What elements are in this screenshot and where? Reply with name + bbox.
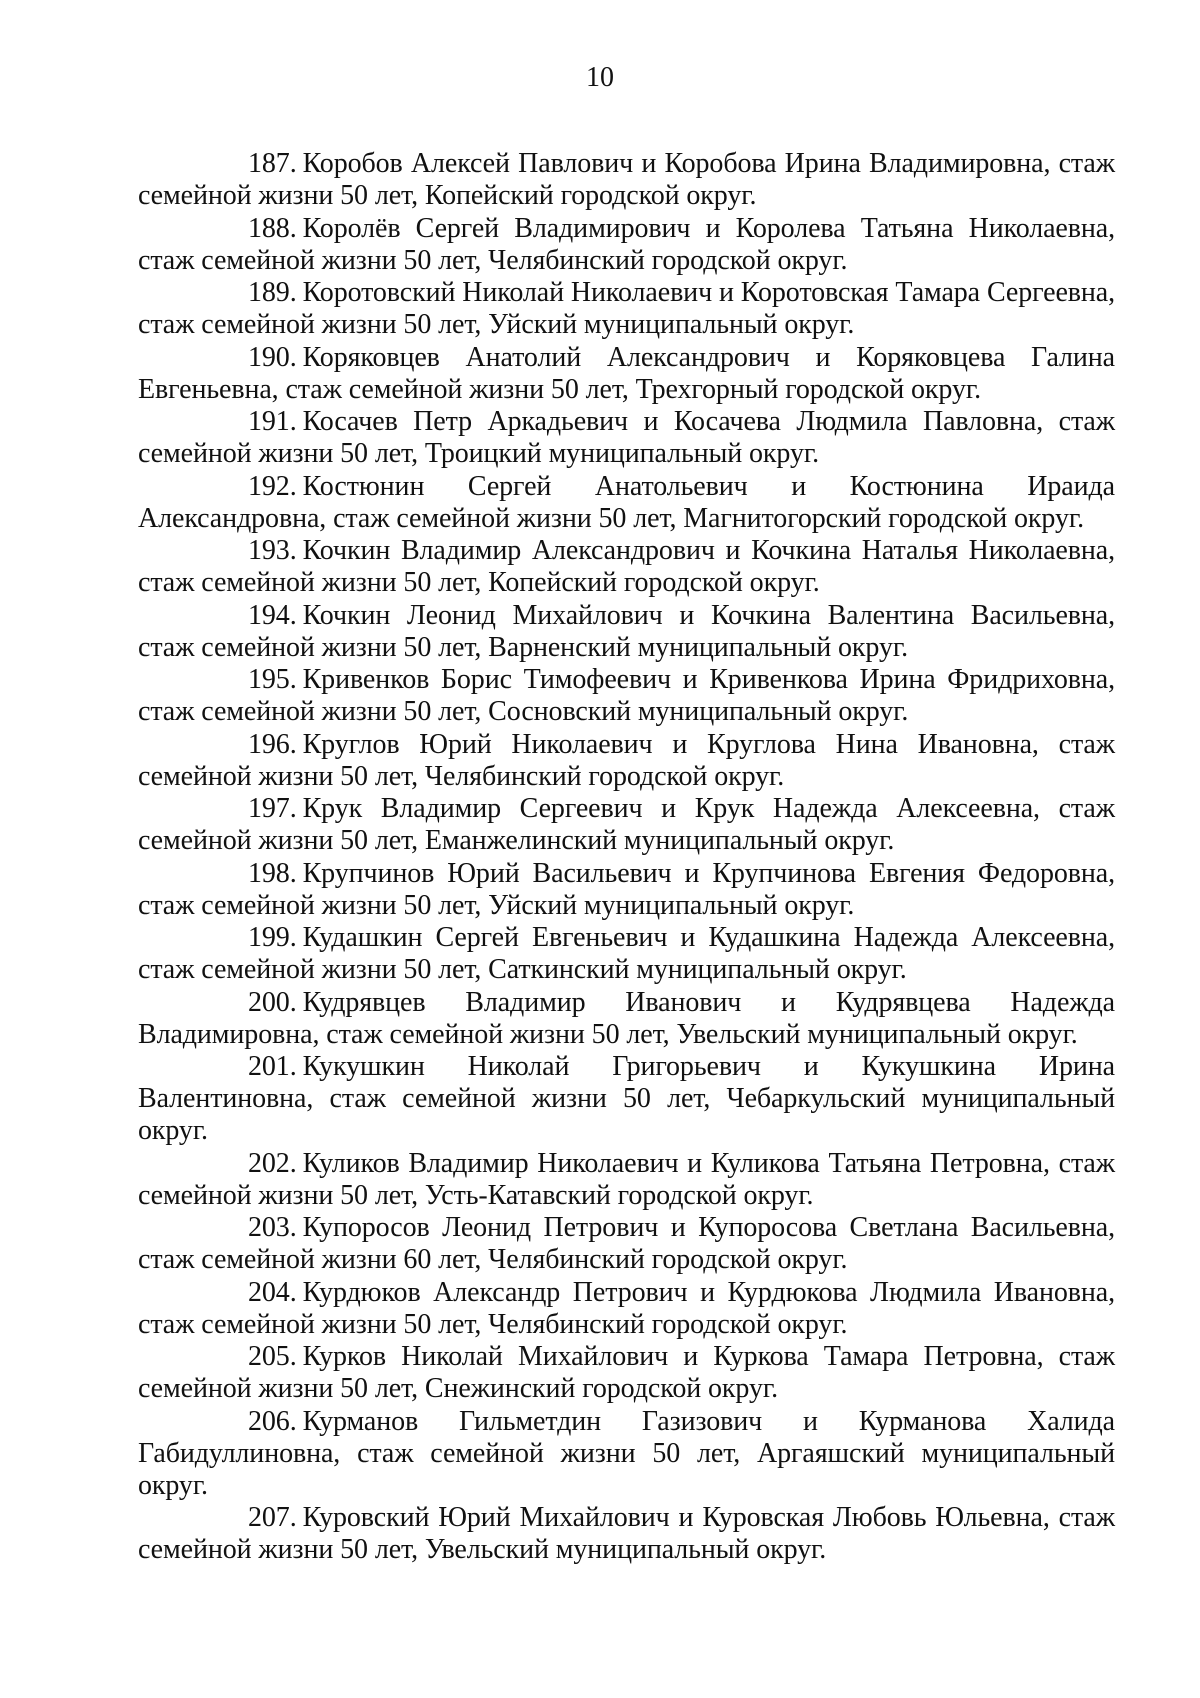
item-text: Кудрявцев Владимир Иванович и Кудрявцева Надежда Владимировна, стаж семейной жизни 50 лет, Увельский муниципальный округ. (138, 986, 1115, 1050)
item-text: Коробов Алексей Павлович и Коробова Ирина Владимировна, стаж семейной жизни 50 лет, Копейский городской округ. (138, 148, 1115, 211)
item-number: 190. (248, 341, 297, 373)
item-number: 189. (248, 277, 297, 308)
page-number: 10 (586, 62, 614, 93)
list-item (138, 1051, 1115, 1147)
item-number: 191. (248, 406, 297, 437)
item-number: 195. (248, 664, 297, 695)
list-item (138, 664, 1115, 728)
list-item (138, 213, 1115, 277)
item-text: Косачев Петр Аркадьевич и Косачева Людмила Павловна, стаж семейной жизни 50 лет, Троицкий муниципальный округ. (138, 406, 1115, 469)
list-item (138, 987, 1115, 1051)
item-number: 193. (248, 535, 297, 566)
item-number: 196. (248, 728, 297, 760)
item-text: Кукушкин Николай Григорьевич и Кукушкина Ирина Валентиновна, стаж семейной жизни 50 лет, Чебаркульский муниципальный округ. (138, 1051, 1115, 1146)
item-number: 203. (248, 1212, 297, 1243)
item-text: Кривенков Борис Тимофеевич и Кривенкова Ирина Фридриховна, стаж семейной жизни 50 лет, Сосновский муниципальный округ. (138, 664, 1115, 727)
item-number: 205. (248, 1341, 297, 1372)
item-text: Курдюков Александр Петрович и Курдюкова Людмила Ивановна, стаж семейной жизни 50 лет, Челябинский городской округ. (138, 1276, 1115, 1340)
item-number: 192. (248, 470, 297, 502)
item-text: Коряковцев Анатолий Александрович и Коряковцева Галина Евгеньевна, стаж семейной жизни 50 лет, Трехгорный городской округ. (138, 341, 1115, 405)
item-text: Круглов Юрий Николаевич и Круглова Нина Ивановна, стаж семейной жизни 50 лет, Челябинский городской округ. (138, 728, 1115, 792)
list-item (138, 1212, 1115, 1276)
item-number: 194. (248, 599, 297, 631)
item-text: Крук Владимир Сергеевич и Крук Надежда Алексеевна, стаж семейной жизни 50 лет, Еманжелинский муниципальный округ. (138, 793, 1115, 856)
item-text: Куликов Владимир Николаевич и Куликова Татьяна Петровна, стаж семейной жизни 50 лет, Усть-Катавский городской округ. (138, 1147, 1115, 1211)
list-item (138, 1148, 1115, 1212)
list-item (138, 148, 1115, 212)
item-text: Купоросов Леонид Петрович и Купоросова Светлана Васильевна, стаж семейной жизни 60 лет, Челябинский городской округ. (138, 1212, 1115, 1275)
list-item (138, 342, 1115, 406)
item-text: Кочкин Владимир Александрович и Кочкина Наталья Николаевна, стаж семейной жизни 50 лет, Копейский городской округ. (138, 535, 1115, 598)
item-text: Кудашкин Сергей Евгеньевич и Кудашкина Надежда Алексеевна, стаж семейной жизни 50 лет, Саткинский муниципальный округ. (138, 922, 1115, 985)
list-item (138, 729, 1115, 793)
item-text: Крупчинов Юрий Васильевич и Крупчинова Евгения Федоровна, стаж семейной жизни 50 лет, Уйский муниципальный округ. (138, 857, 1115, 921)
list-item (138, 600, 1115, 664)
award-list (138, 148, 1115, 1567)
item-number: 187. (248, 148, 297, 179)
item-number: 198. (248, 857, 297, 889)
item-number: 207. (248, 1502, 297, 1533)
item-text: Коротовский Николай Николаевич и Коротовская Тамара Сергеевна, стаж семейной жизни 50 лет, Уйский муниципальный округ. (138, 277, 1115, 340)
item-number: 201. (248, 1051, 297, 1082)
list-item (138, 1406, 1115, 1502)
item-text: Куровский Юрий Михайлович и Куровская Любовь Юльевна, стаж семейной жизни 50 лет, Увельский муниципальный округ. (138, 1502, 1115, 1565)
item-number: 197. (248, 793, 297, 824)
item-number: 188. (248, 212, 297, 244)
list-item (138, 471, 1115, 535)
list-item (138, 1341, 1115, 1405)
list-item (138, 858, 1115, 922)
item-text: Костюнин Сергей Анатольевич и Костюнина Ираида Александровна, стаж семейной жизни 50 лет, Магнитогорский городской округ. (138, 470, 1115, 534)
list-item (138, 277, 1115, 341)
item-text: Курков Николай Михайлович и Куркова Тамара Петровна, стаж семейной жизни 50 лет, Снежинский городской округ. (138, 1341, 1115, 1404)
list-item (138, 922, 1115, 986)
list-item (138, 1277, 1115, 1341)
item-number: 206. (248, 1405, 297, 1437)
list-item (138, 535, 1115, 599)
item-text: Кочкин Леонид Михайлович и Кочкина Валентина Васильевна, стаж семейной жизни 50 лет, Варненский муниципальный округ. (138, 599, 1115, 663)
item-text: Королёв Сергей Владимирович и Королева Татьяна Николаевна, стаж семейной жизни 50 лет, Челябинский городской округ. (138, 212, 1115, 276)
item-number: 199. (248, 922, 297, 953)
item-number: 202. (248, 1147, 297, 1179)
item-number: 204. (248, 1276, 297, 1308)
list-item (138, 1502, 1115, 1566)
item-number: 200. (248, 986, 297, 1018)
item-text: Курманов Гильметдин Газизович и Курманова Халида Габидуллиновна, стаж семейной жизни 50 лет, Аргаяшский муниципальный округ. (138, 1405, 1115, 1501)
list-item (138, 793, 1115, 857)
list-item (138, 406, 1115, 470)
